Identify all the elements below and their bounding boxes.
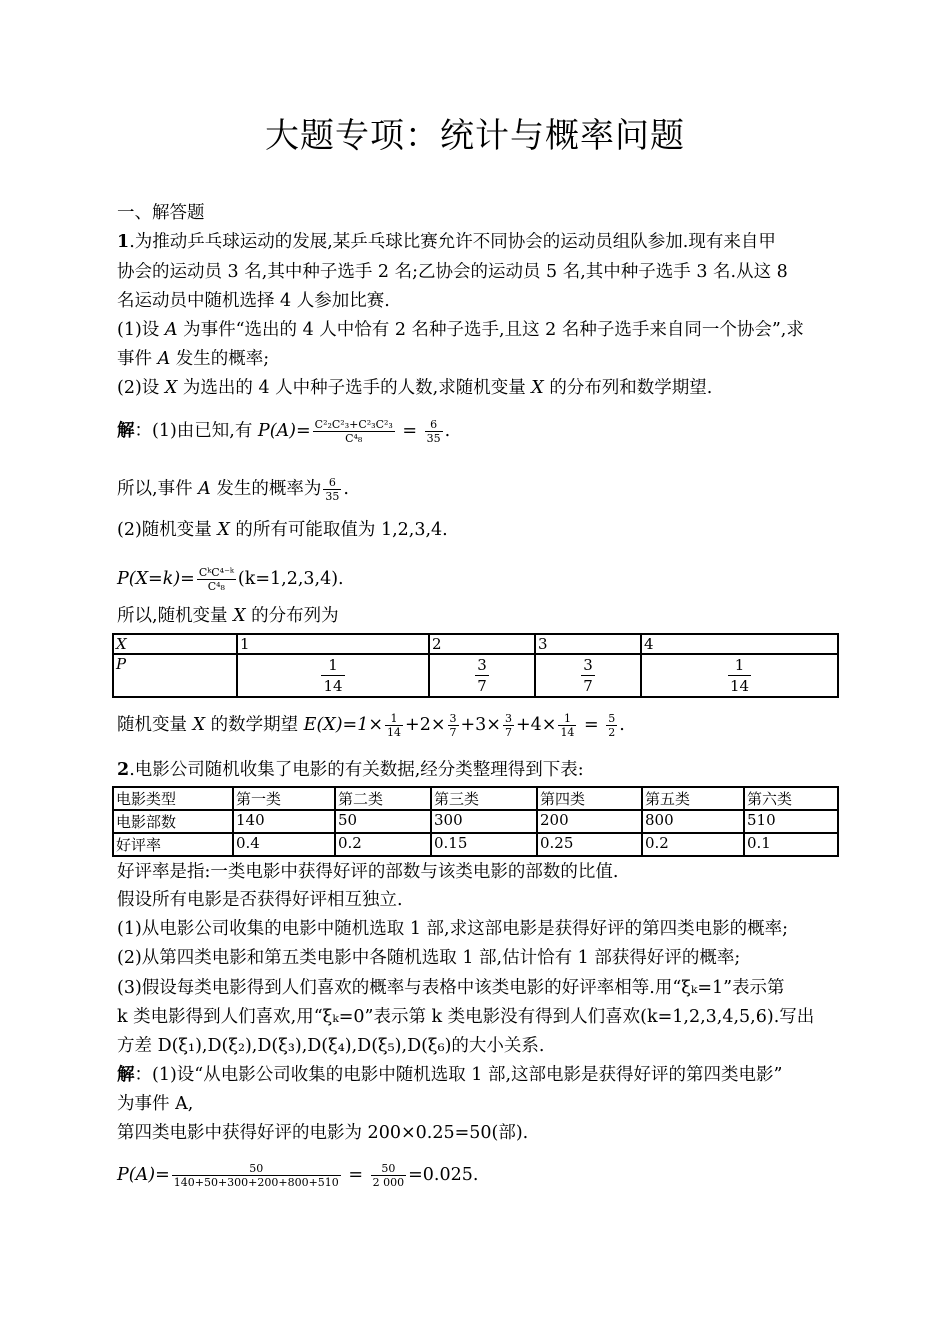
denominator: 7 [449,726,457,739]
txt: 发生的概率为 [210,479,322,499]
numerator: 3 [504,712,512,725]
table-cell: 510 [744,810,838,833]
txt: 的分布列为 [245,606,339,626]
table-cell: 第二类 [335,787,431,810]
q2-indep: 假设所有电影是否获得好评相互独立. [117,890,403,910]
s2-line2: 为事件 A, [117,1094,194,1114]
table-cell: 0.2 [335,833,431,856]
txt: 发生的概率; [170,349,270,369]
fraction [172,1162,341,1189]
table-cell: X [113,634,237,654]
q2-def: 好评率是指:一类电影中获得好评的部数与该类电影的部数的比值. [117,862,619,882]
q1-line1 [117,230,776,254]
table-cell [535,654,641,697]
table-cell: P [113,654,237,697]
formula: E(X)=1× [303,715,384,735]
table-cell: 第四类 [537,787,642,810]
q1-line2: 协会的运动员 3 名,其中种子选手 2 名;乙协会的运动员 5 名,其中种子选手 3 名.从这 8 [117,262,788,282]
s2-line3: 第四类电影中获得好评的电影为 200×0.25=50(部). [117,1123,529,1143]
denominator: 2 [608,726,616,739]
txt: . [343,479,349,499]
table-cell: 第一类 [233,787,335,810]
numerator: 1 [558,712,576,726]
txt: = [578,715,605,735]
txt: . [444,421,451,441]
q2-number: 2 [117,760,130,780]
denominator: 14 [323,677,343,695]
table-cell: 0.15 [431,833,537,856]
table-cell: 电影部数 [113,810,233,833]
txt: 的数学期望 [205,715,304,735]
txt: (2)随机变量 [117,520,218,540]
var-x: X [217,520,230,540]
table-cell [641,654,838,697]
s1-line1 [117,418,450,445]
s1-line3 [117,518,448,542]
txt: = [396,421,423,441]
txt: 事件 [117,349,158,369]
txt: ：(1)设“从电影公司收集的电影中随机选取 1 部,这部电影是获得好评的第四类电影” [134,1065,783,1085]
denominator: 140+50+300+200+800+510 [173,1176,339,1189]
q1-part1 [117,318,804,342]
fraction [385,712,403,739]
table-cell: 好评率 [113,833,233,856]
table-cell: 0.1 [744,833,838,856]
table-cell: 4 [641,634,838,654]
s1-line5 [117,604,339,628]
s2-line1 [117,1063,783,1087]
table-cell: 800 [642,810,744,833]
txt: (1)设 [117,320,165,340]
txt: +2× [405,715,446,735]
numerator: 6 [425,418,443,432]
movie-table [112,786,839,857]
table-cell: 电影类型 [113,787,233,810]
table-cell: 1 [237,634,429,654]
txt: . [619,715,625,735]
txt: +3× [460,715,501,735]
table-cell: 3 [535,634,641,654]
q1-line3: 名运动员中随机选择 4 人参加比赛. [117,291,390,311]
fraction [313,418,395,445]
txt: 为事件“选出的 4 人中恰有 2 名种子选手,且这 2 名种子选手来自同一个协会”,求 [177,320,804,340]
numerator: 3 [449,712,457,725]
txt: 的分布列和数学期望. [543,378,713,398]
solution-label: 解 [117,1065,135,1085]
table-row [113,654,838,697]
table-row [113,833,838,856]
txt: 为选出的 4 人中种子选手的人数,求随机变量 [177,378,532,398]
denominator: 7 [504,726,512,739]
fraction [448,712,459,739]
txt: 的所有可能取值为 1,2,3,4. [229,520,448,540]
txt: (k=1,2,3,4). [237,569,344,589]
formula: P(A)= [117,1165,170,1185]
denominator: C⁴₈ [345,432,363,445]
txt: = [342,1165,369,1185]
s2-line4 [117,1162,478,1189]
fraction [728,655,751,696]
distribution-table [112,633,839,698]
numerator: 50 [371,1162,407,1176]
denominator: 14 [560,726,575,739]
table-row [113,634,838,654]
fraction [323,476,341,503]
numerator: 6 [323,476,341,490]
fraction [321,655,344,696]
denominator: 35 [325,490,340,503]
q1-part1-cont [117,347,269,371]
fraction [197,566,236,593]
denominator: 14 [387,726,402,739]
numerator: C²₂C²₃+C²₃C²₃ [314,418,393,431]
numerator: 3 [477,656,487,674]
table-cell: 第六类 [744,787,838,810]
q2-part3b: k 类电影得到人们喜欢,用“ξₖ=0”表示第 k 类电影没有得到人们喜欢(k=1,2,3,4,5,6).写出 [117,1007,815,1027]
numerator: 1 [321,655,344,676]
table-cell [429,654,535,697]
fraction [425,418,443,445]
numerator: CᵏC⁴⁻ᵏ [198,566,234,579]
table-cell [237,654,429,697]
var-x: X [164,378,178,398]
txt: ：(1)由已知,有 [134,421,258,441]
var-a: A [164,320,178,340]
q2-part3a: (3)假设每类电影得到人们喜欢的概率与表格中该类电影的好评率相等.用“ξₖ=1”表示第 [117,978,785,998]
formula: P(X=k)= [117,569,195,589]
txt: 所以,事件 [117,479,199,499]
var-a: A [198,479,211,499]
denominator: 2 000 [372,1176,405,1189]
table-cell: 200 [537,810,642,833]
q1-text1: .为推动乒乓球运动的发展,某乒乓球比赛允许不同协会的运动员组队参加.现有来自甲 [129,232,776,252]
txt: .电影公司随机收集了电影的有关数据,经分类整理得到下表: [129,760,584,780]
var-a: A [157,349,171,369]
table-cell: 0.25 [537,833,642,856]
fraction [581,655,595,696]
denominator: 35 [426,432,441,445]
numerator: 5 [608,712,616,725]
var-x: X [233,606,246,626]
fraction [475,655,489,696]
numerator: 50 [172,1162,341,1176]
q2-part2: (2)从第四类电影和第五类电影中各随机选取 1 部,估计恰有 1 部获得好评的概率; [117,948,741,968]
formula: P(A)= [257,421,311,441]
var-x: X [531,378,544,398]
table-cell: 140 [233,810,335,833]
numerator: 1 [385,712,403,726]
fraction [503,712,514,739]
txt: (2)设 [117,378,165,398]
q2-intro [117,758,584,782]
q2-part1: (1)从电影公司收集的电影中随机选取 1 部,求这部电影是获得好评的第四类电影的概率; [117,919,789,939]
fraction [558,712,576,739]
solution-label: 解 [117,421,135,441]
table-row [113,787,838,810]
var-x: X [192,715,206,735]
q1-part2 [117,376,712,400]
denominator: 7 [583,677,593,695]
table-cell: 300 [431,810,537,833]
denominator: 7 [477,677,487,695]
denominator: 14 [729,677,750,695]
txt: 随机变量 [117,715,193,735]
q1-number: 1 [117,232,130,252]
table-cell: 0.4 [233,833,335,856]
table-cell: 第三类 [431,787,537,810]
table-cell: 50 [335,810,431,833]
txt: 所以,随机变量 [117,606,234,626]
table-row [113,810,838,833]
txt: =0.025. [408,1165,479,1185]
s1-expectation [117,712,625,739]
page-title: 大题专项：统计与概率问题 [265,116,685,156]
section-heading: 一、解答题 [117,203,205,223]
numerator: 1 [728,655,751,676]
q2-part3c: 方差 D(ξ₁),D(ξ₂),D(ξ₃),D(ξ₄),D(ξ₅),D(ξ₆)的大小关系. [117,1036,545,1056]
s1-line4 [117,566,344,593]
numerator: 3 [583,656,593,674]
s1-line2 [117,476,349,503]
denominator: C⁴₈ [207,580,225,593]
txt: +4× [515,715,557,735]
table-cell: 2 [429,634,535,654]
table-cell: 第五类 [642,787,744,810]
table-cell: 0.2 [642,833,744,856]
fraction [371,1162,407,1189]
fraction [606,712,617,739]
